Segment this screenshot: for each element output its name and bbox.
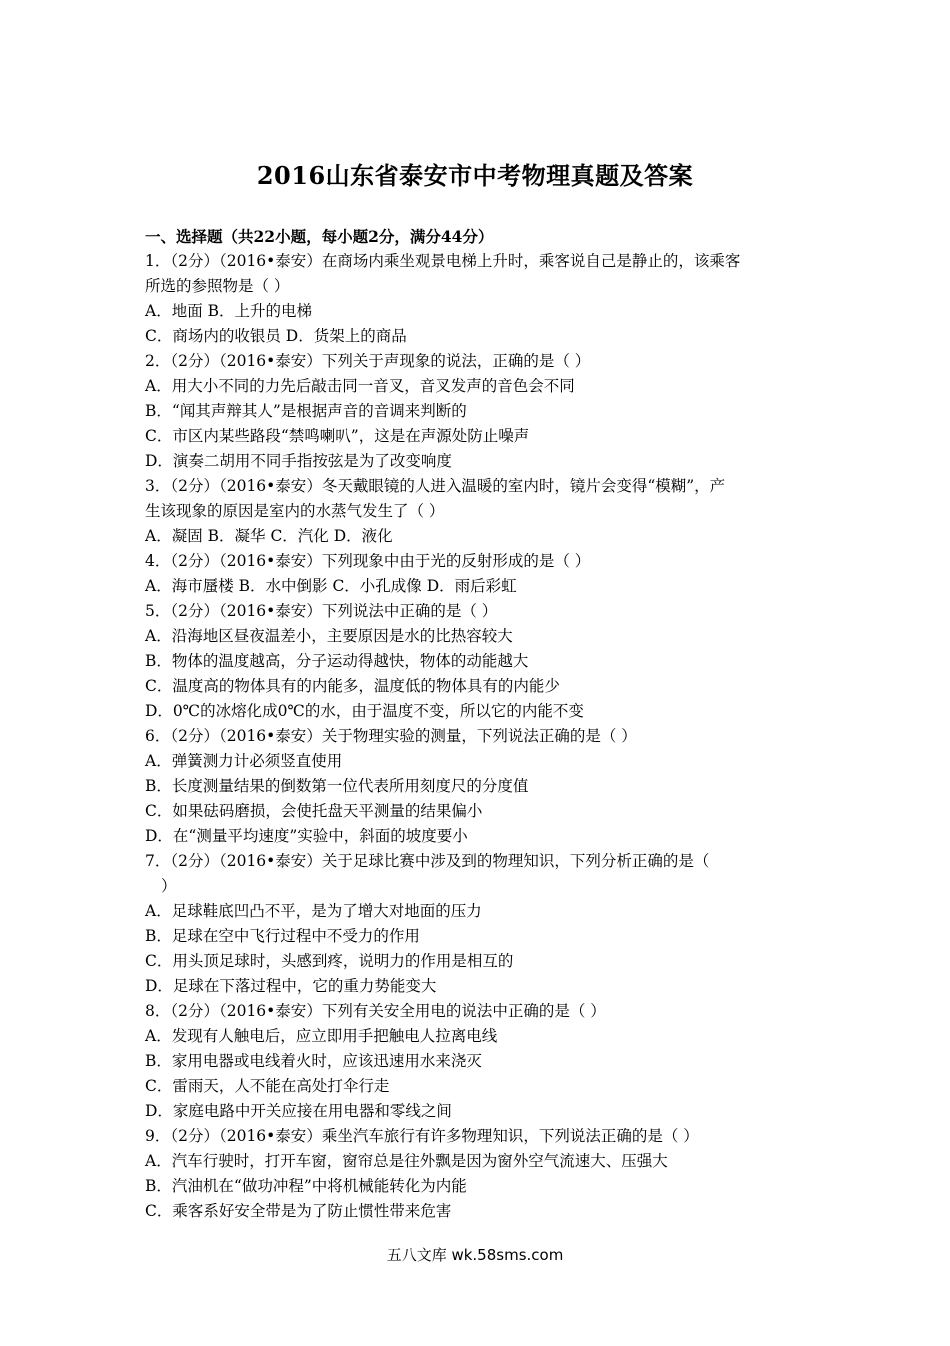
document-body (145, 224, 815, 1224)
question-6 (145, 724, 815, 849)
question-option: C．乘客系好安全带是为了防止惯性带来危害 (145, 1202, 452, 1220)
question-option: A．发现有人触电后，应立即用手把触电人拉离电线 (145, 1027, 498, 1045)
page-footer: 五八文库 wk.58sms.com (386, 1246, 564, 1264)
question-option: D．在“测量平均速度”实验中，斜面的坡度要小 (145, 827, 468, 845)
question-option: B．物体的温度越高，分子运动得越快，物体的动能越大 (145, 652, 529, 670)
question-stem: 4．（2分）（2016•泰安）下列现象中由于光的反射形成的是（ ） (145, 552, 591, 570)
question-option: A．用大小不同的力先后敲击同一音叉，音叉发声的音色会不同 (145, 377, 575, 395)
question-stem: 生该现象的原因是室内的水蒸气发生了（ ） (145, 502, 445, 520)
question-option: D．0℃的冰熔化成0℃的水，由于温度不变，所以它的内能不变 (145, 702, 584, 720)
question-option: C．商场内的收银员 D．货架上的商品 (145, 327, 407, 345)
question-stem: 3．（2分）（2016•泰安）冬天戴眼镜的人进入温暖的室内时，镜片会变得“模糊”，产 (145, 477, 726, 495)
question-1 (145, 249, 815, 349)
question-option: B．家用电器或电线着火时，应该迅速用水来浇灭 (145, 1052, 482, 1070)
page-title: 2016山东省泰安市中考物理真题及答案 (256, 161, 694, 190)
question-option: C．雷雨天，人不能在高处打伞行走 (145, 1077, 390, 1095)
question-option: C．用头顶足球时，头感到疼，说明力的作用是相互的 (145, 952, 514, 970)
question-4 (145, 549, 815, 599)
question-7 (145, 849, 815, 999)
question-option: A．地面 B．上升的电梯 (145, 302, 313, 320)
question-option: C．市区内某些路段“禁鸣喇叭”，这是在声源处防止噪声 (145, 427, 530, 445)
question-stem: 6．（2分）（2016•泰安）关于物理实验的测量，下列说法正确的是（ ） (145, 727, 637, 745)
question-option: B．长度测量结果的倒数第一位代表所用刻度尺的分度值 (145, 777, 529, 795)
question-stem: 5．（2分）（2016•泰安）下列说法中正确的是（ ） (145, 602, 498, 620)
question-9 (145, 1124, 815, 1224)
question-option: A．沿海地区昼夜温差小，主要原因是水的比热容较大 (145, 627, 513, 645)
question-option: A．汽车行驶时，打开车窗，窗帘总是往外飘是因为窗外空气流速大、压强大 (145, 1152, 668, 1170)
question-option: B．足球在空中飞行过程中不受力的作用 (145, 927, 420, 945)
question-5 (145, 599, 815, 724)
question-option: D．演奏二胡用不同手指按弦是为了改变响度 (145, 452, 452, 470)
question-option: A．海市蜃楼 B．水中倒影 C．小孔成像 D．雨后彩虹 (145, 577, 517, 595)
question-option: C．如果砝码磨损，会使托盘天平测量的结果偏小 (145, 802, 483, 820)
question-option: B．汽油机在“做功冲程”中将机械能转化为内能 (145, 1177, 467, 1195)
question-stem: 7．（2分）（2016•泰安）关于足球比赛中涉及到的物理知识，下列分析正确的是（ (145, 852, 710, 870)
question-option: A．凝固 B．凝华 C．汽化 D．液化 (145, 527, 393, 545)
question-option: C．温度高的物体具有的内能多，温度低的物体具有的内能少 (145, 677, 560, 695)
question-option: B．“闻其声辩其人”是根据声音的音调来判断的 (145, 402, 467, 420)
question-stem: 9．（2分）（2016•泰安）乘坐汽车旅行有许多物理知识，下列说法正确的是（ ） (145, 1127, 699, 1145)
question-8 (145, 999, 815, 1124)
question-2 (145, 349, 815, 474)
question-option: D．足球在下落过程中，它的重力势能变大 (145, 977, 437, 995)
question-stem: 2．（2分）（2016•泰安）下列关于声现象的说法，正确的是（ ） (145, 352, 591, 370)
question-option: A．足球鞋底凹凸不平，是为了增大对地面的压力 (145, 902, 482, 920)
question-3 (145, 474, 815, 549)
question-option: A．弹簧测力计必须竖直使用 (145, 752, 343, 770)
question-stem: ） (161, 877, 177, 895)
question-stem: 1．（2分）（2016•泰安）在商场内乘坐观景电梯上升时，乘客说自己是静止的，该乘客 (145, 252, 741, 270)
question-stem: 8．（2分）（2016•泰安）下列有关安全用电的说法中正确的是（ ） (145, 1002, 606, 1020)
question-stem: 所选的参照物是（ ） (145, 277, 290, 295)
question-option: D．家庭电路中开关应接在用电器和零线之间 (145, 1102, 452, 1120)
section-heading: 一、选择题（共22小题，每小题2分，满分44分） (145, 227, 494, 246)
